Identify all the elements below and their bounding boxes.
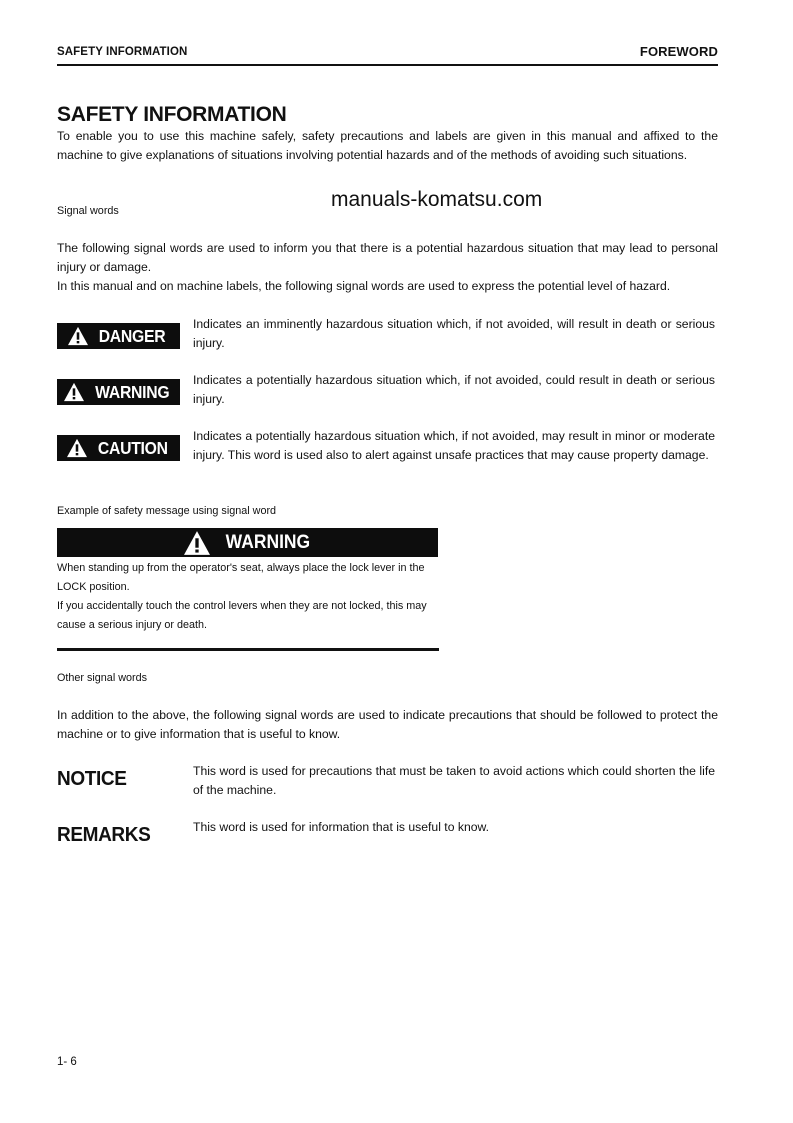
example-message-2: If you accidentally touch the control levers when they are not locked, this may cause a serious injury or death.	[57, 600, 427, 631]
example-bottom-rule	[57, 648, 439, 651]
intro-paragraph: To enable you to use this machine safely, safety precautions and labels are given in this manual and affixed to the machine to give explanations of situations involving potential hazards and of the methods of avoiding such situations.	[57, 129, 718, 162]
warning-triangle-icon	[63, 382, 85, 402]
danger-description: Indicates an imminently hazardous situation which, if not avoided, will result in death or serious injury.	[193, 317, 715, 350]
danger-label: DANGER	[99, 325, 166, 346]
warning-label: WARNING	[95, 381, 170, 402]
example-message-1: When standing up from the operator's seat, always place the lock lever in the LOCK position.	[57, 562, 425, 593]
signal-words-heading: Signal words	[57, 205, 119, 217]
watermark-text: manuals-komatsu.com	[331, 188, 543, 211]
header-chapter-title: FOREWORD	[639, 44, 718, 59]
remarks-description: This word is used for information that is useful to know.	[193, 820, 490, 834]
warning-triangle-icon	[182, 530, 212, 556]
signal-words-paragraph-1: The following signal words are used to inform you that there is a potential hazardous situation that may lead to personal injury or damage.	[57, 241, 718, 274]
other-signal-words-paragraph: In addition to the above, the following signal words are used to indicate precautions that should be followed to protect the machine or to give information that is useful to know.	[57, 708, 718, 741]
caution-label: CAUTION	[97, 437, 168, 458]
notice-word: NOTICE	[57, 768, 127, 790]
remarks-word: REMARKS	[57, 824, 151, 846]
warning-description: Indicates a potentially hazardous situation which, if not avoided, could result in death or serious injury.	[193, 373, 715, 406]
other-signal-words-heading: Other signal words	[57, 672, 148, 684]
warning-triangle-icon	[66, 438, 88, 458]
caution-description: Indicates a potentially hazardous situation which, if not avoided, may result in minor or moderate injury. This word is used also to alert against unsafe practices that may cause property damage.	[193, 429, 715, 462]
example-heading: Example of safety message using signal word	[57, 505, 277, 517]
example-warning-label: WARNING	[225, 531, 310, 553]
signal-words-paragraph-2: In this manual and on machine labels, the following signal words are used to express the potential level of hazard.	[57, 279, 671, 293]
example-warning-bar	[57, 528, 438, 557]
page-title: SAFETY INFORMATION	[57, 103, 287, 126]
header-rule	[57, 64, 718, 66]
danger-badge	[57, 323, 180, 349]
warning-triangle-icon	[67, 326, 89, 346]
header-section-title: SAFETY INFORMATION	[57, 46, 188, 58]
page-number: 1- 6	[57, 1056, 77, 1068]
caution-badge	[57, 435, 180, 461]
notice-description: This word is used for precautions that must be taken to avoid actions which could shorten the life of the machine.	[193, 764, 715, 797]
warning-badge	[57, 379, 180, 405]
